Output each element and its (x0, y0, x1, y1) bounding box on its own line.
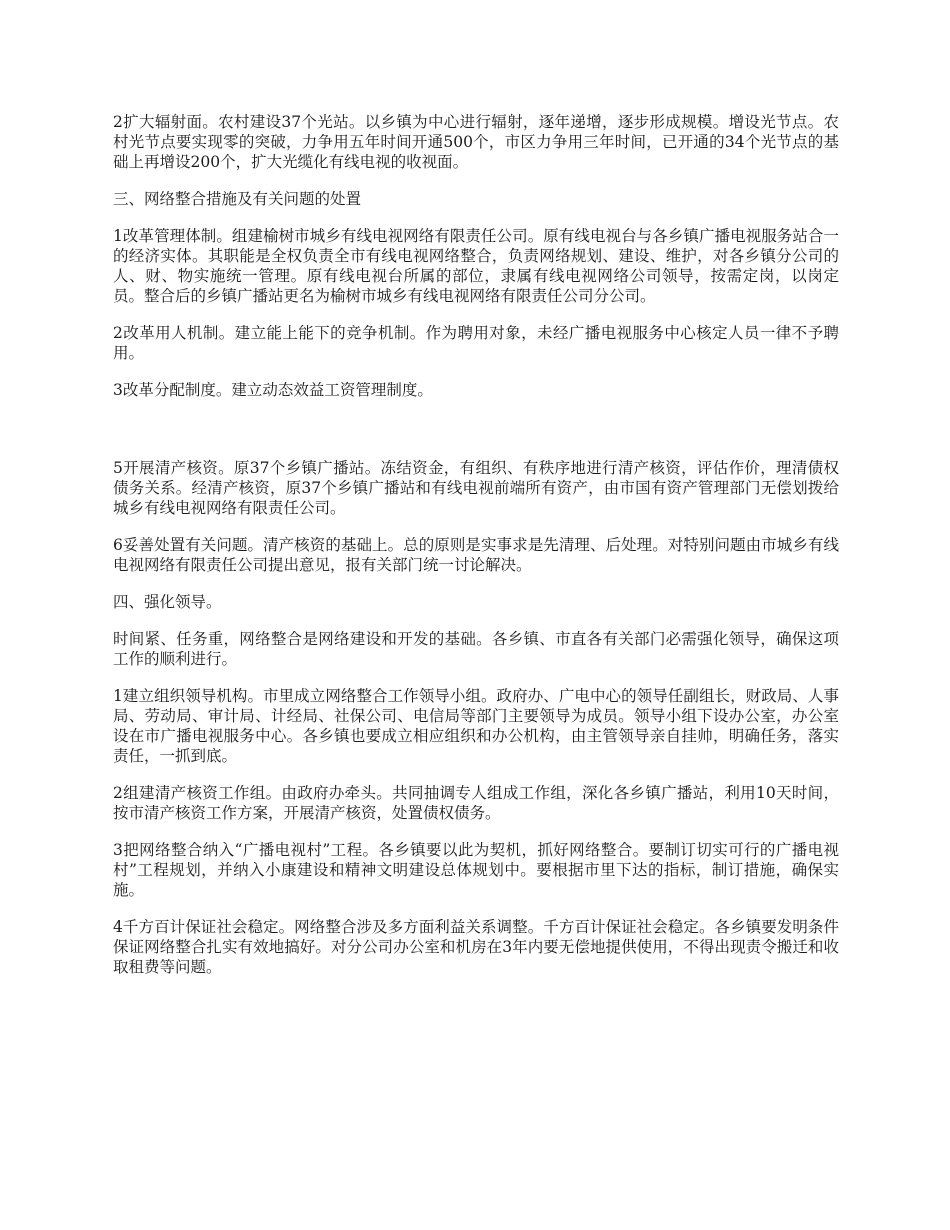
section-heading-network-integration: 三、网络整合措施及有关问题的处置 (113, 190, 362, 208)
paragraph-social-stability: 4千方百计保证社会稳定。网络整合涉及多方面利益关系调整。千方百计保证社会稳定。各乡镇要发明条件保证网络整合扎实有效地搞好。对分公司办公室和机房在3年内要无偿地提供使用，不得出现责令搬迁和收取租费等问题。 (113, 918, 839, 976)
document-body (113, 112, 839, 994)
paragraph-expand-coverage: 2扩大辐射面。农村建设37个光站。以乡镇为中心进行辐射，逐年递增，逐步形成规模。增设光节点。农村光节点要实现零的突破，力争用五年时间开通500个，市区力争用三年时间，已开通的34个光节点的基础上再增设200个，扩大光缆化有线电视的收视面。 (113, 113, 839, 171)
paragraph-broadcast-village: 3把网络整合纳入“广播电视村”工程。各乡镇要以此为契机，抓好网络整合。要制订切实可行的广播电视村”工程规划，并纳入小康建设和精神文明建设总体规划中。要根据市里下达的指标，制订措施，确保实施。 (113, 841, 839, 899)
paragraph-asset-verification: 5开展清产核资。原37个乡镇广播站。冻结资金，有组织、有秩序地进行清产核资，评估作价，理清债权债务关系。经清产核资，原37个乡镇广播站和有线电视前端所有资产，由市国有资产管理部门无偿划拨给城乡有线电视网络有限责任公司。 (113, 459, 839, 517)
paragraph-organization: 1建立组织领导机构。市里成立网络整合工作领导小组。政府办、广电中心的领导任副组长，财政局、人事局、劳动局、审计局、计经局、社保公司、电信局等部门主要领导为成员。领导小组下设办公室，办公室设在市广播电视服务中心。各乡镇也要成立相应组织和办公机构，由主管领导亲自挂帅，明确任务，落实责任，一抓到底。 (113, 687, 839, 765)
paragraph-handle-issues: 6妥善处置有关问题。清产核资的基础上。总的原则是实事求是先清理、后处理。对特别问题由市城乡有线电视网络有限责任公司提出意见，报有关部门统一讨论解决。 (113, 536, 839, 574)
paragraph-leadership-intro: 时间紧、任务重，网络整合是网络建设和开发的基础。各乡镇、市直各有关部门必需强化领导，确保这项工作的顺利进行。 (113, 630, 839, 668)
section-heading-leadership: 四、强化领导。 (113, 593, 222, 611)
paragraph-distribution-reform: 3改革分配制度。建立动态效益工资管理制度。 (113, 381, 433, 399)
paragraph-management-reform: 1改革管理体制。组建榆树市城乡有线电视网络有限责任公司。原有线电视台与各乡镇广播电视服务站合一的经济实体。其职能是全权负责全市有线电视网络整合，负责网络规划、建设、维护，对各乡镇分公司的人、财、物实施统一管理。原有线电视台所属的部位，隶属有线电视网络公司领导，按需定岗，以岗定员。整合后的乡镇广播站更名为榆树市城乡有线电视网络有限责任公司分公司。 (113, 227, 839, 305)
paragraph-employment-reform: 2改革用人机制。建立能上能下的竞争机制。作为聘用对象，未经广播电视服务中心核定人员一律不予聘用。 (113, 324, 839, 362)
paragraph-working-group: 2组建清产核资工作组。由政府办牵头。共同抽调专人组成工作组，深化各乡镇广播站，利用10天时间，按市清产核资工作方案，开展清产核资，处置债权债务。 (113, 784, 839, 822)
